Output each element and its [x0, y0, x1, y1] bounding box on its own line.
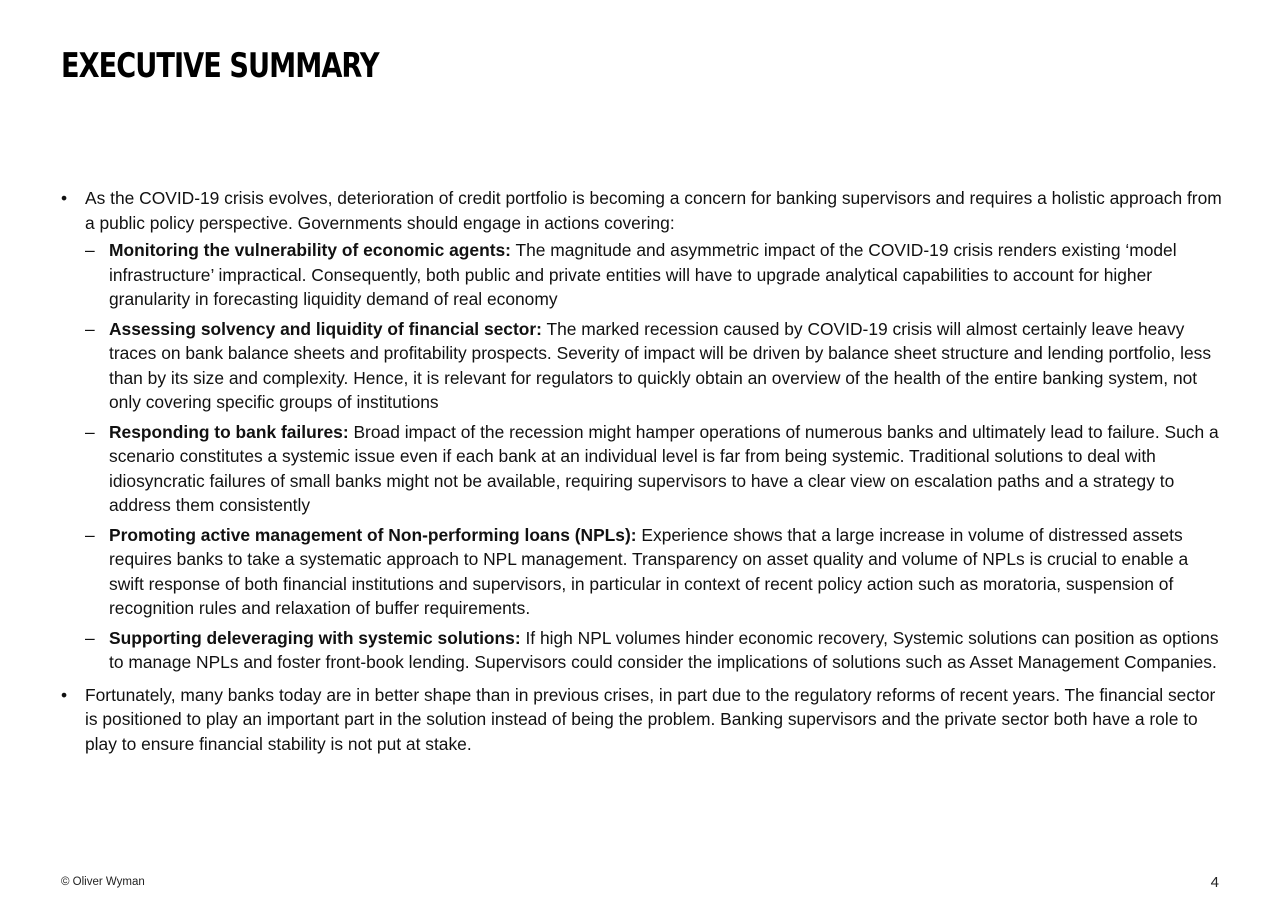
footer-copyright: © Oliver Wyman — [61, 876, 145, 888]
bullet-item-covid-crisis — [61, 186, 1223, 675]
bullet-marker: • — [61, 188, 68, 208]
dash-marker: – — [85, 318, 95, 339]
summary-content — [61, 186, 1223, 764]
sub-item-monitoring — [85, 238, 1223, 312]
sub-item-text: Experience shows that a large increase in volume of distressed assets requires banks to take a systematic approach to NPL management. Transparency on asset quality and volume of NPLs is crucial to enable a swift response of both financial institutions and supervisors, in particular in context of recent policy action such as moratoria, suspension of recognition rules and relaxation of buffer requirements. — [109, 524, 1189, 618]
sub-item-lead: Assessing solvency and liquidity of financial sector: — [109, 318, 542, 339]
bullet-text: As the COVID-19 crisis evolves, deterioration of credit portfolio is becoming a concern for banking supervisors and requires a holistic approach from a public policy perspective. Governments should engage in actions covering: — [85, 188, 1222, 233]
sub-item-text: The magnitude and asymmetric impact of the COVID-19 crisis renders existing ‘model infrastructure’ impractical. Consequently, both public and private entities will have to upgrade analytical capabilities to account for higher granularity in forecasting liquidity demand of real economy — [109, 240, 1177, 309]
sub-item-lead: Promoting active management of Non-performing loans (NPLs): — [109, 524, 637, 545]
dash-marker: – — [85, 421, 95, 442]
sub-item-text: The marked recession caused by COVID-19 crisis will almost certainly leave heavy traces on bank balance sheets and profitability prospects. Severity of impact will be driven by balance sheet structure and lending portfolio, less than by its size and complexity. Hence, it is relevant for regulators to quickly obtain an overview of the health of the entire banking system, not only covering specific groups of institutions — [109, 318, 1212, 412]
sub-item-supporting — [85, 626, 1223, 675]
sub-item-lead: Supporting deleveraging with systemic solutions: — [109, 627, 521, 648]
action-list — [85, 238, 1223, 675]
sub-item-lead: Responding to bank failures: — [109, 421, 349, 442]
bullet-list — [61, 186, 1223, 756]
dash-marker: – — [85, 240, 95, 260]
sub-item-text: Broad impact of the recession might hamper operations of numerous banks and ultimately lead to failure. Such a scenario constitutes a systemic issue even if each bank at an individual level is far from being systemic. Traditional solutions to deal with idiosyncratic failures of small banks might not be available, requiring supervisors to have a clear view on escalation paths and a strategy to address them consistently — [109, 421, 1219, 515]
sub-item-assessing — [85, 317, 1223, 415]
sub-item-text: If high NPL volumes hinder economic recovery, Systemic solutions can position as options to manage NPLs and foster front-book lending. Supervisors could consider the implications of solutions such as Asset Management Companies. — [109, 627, 1219, 672]
sub-item-responding — [85, 420, 1223, 518]
page-title: EXECUTIVE SUMMARY — [61, 46, 379, 86]
bullet-text: Fortunately, many banks today are in better shape than in previous crises, in part due to the regulatory reforms of recent years. The financial sector is positioned to play an important part in the solution instead of being the problem. Banking supervisors and the private sector both have a role to play to ensure financial stability is not put at stake. — [85, 684, 1216, 754]
dash-marker: – — [85, 524, 95, 545]
dash-marker: – — [85, 627, 95, 648]
sub-item-lead: Monitoring the vulnerability of economic agents: — [109, 240, 511, 260]
page-number: 4 — [1210, 874, 1219, 891]
bullet-marker: • — [61, 684, 68, 705]
sub-item-promoting — [85, 523, 1223, 621]
bullet-item-banks-shape — [61, 683, 1223, 757]
